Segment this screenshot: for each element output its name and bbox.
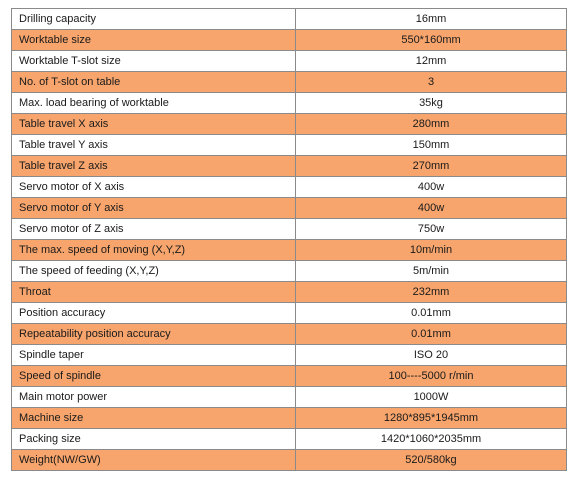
spec-value-cell: 1420*1060*2035mm <box>296 429 567 450</box>
table-row <box>12 135 567 156</box>
spec-parameter-cell: Table travel Y axis <box>12 135 296 156</box>
table-row <box>12 429 567 450</box>
spec-value-cell: 100----5000 r/min <box>296 366 567 387</box>
table-row <box>12 30 567 51</box>
table-row <box>12 303 567 324</box>
spec-value-cell: 3 <box>296 72 567 93</box>
table-row <box>12 51 567 72</box>
table-row <box>12 240 567 261</box>
spec-parameter-cell: Position accuracy <box>12 303 296 324</box>
table-row <box>12 450 567 471</box>
table-row <box>12 408 567 429</box>
spec-parameter-cell: Max. load bearing of worktable <box>12 93 296 114</box>
spec-parameter-cell: Servo motor of Z axis <box>12 219 296 240</box>
table-row <box>12 345 567 366</box>
spec-value-cell: ISO 20 <box>296 345 567 366</box>
spec-value-cell: 280mm <box>296 114 567 135</box>
spec-parameter-cell: Servo motor of Y axis <box>12 198 296 219</box>
spec-value-cell: 16mm <box>296 9 567 30</box>
spec-parameter-cell: Machine size <box>12 408 296 429</box>
table-row <box>12 93 567 114</box>
spec-value-cell: 35kg <box>296 93 567 114</box>
spec-value-cell: 0.01mm <box>296 324 567 345</box>
spec-parameter-cell: Drilling capacity <box>12 9 296 30</box>
table-row <box>12 72 567 93</box>
table-row <box>12 156 567 177</box>
spec-value-cell: 750w <box>296 219 567 240</box>
spec-parameter-cell: No. of T-slot on table <box>12 72 296 93</box>
spec-value-cell: 400w <box>296 198 567 219</box>
spec-value-cell: 400w <box>296 177 567 198</box>
table-row <box>12 9 567 30</box>
spec-parameter-cell: Throat <box>12 282 296 303</box>
table-row <box>12 114 567 135</box>
table-row <box>12 177 567 198</box>
spec-table-body <box>12 9 567 471</box>
spec-value-cell: 1000W <box>296 387 567 408</box>
table-row <box>12 366 567 387</box>
spec-value-cell: 232mm <box>296 282 567 303</box>
spec-value-cell: 0.01mm <box>296 303 567 324</box>
spec-parameter-cell: Main motor power <box>12 387 296 408</box>
spec-parameter-cell: Packing size <box>12 429 296 450</box>
table-row <box>12 324 567 345</box>
table-row <box>12 219 567 240</box>
spec-parameter-cell: The max. speed of moving (X,Y,Z) <box>12 240 296 261</box>
spec-parameter-cell: Repeatability position accuracy <box>12 324 296 345</box>
spec-value-cell: 1280*895*1945mm <box>296 408 567 429</box>
spec-parameter-cell: Spindle taper <box>12 345 296 366</box>
spec-value-cell: 520/580kg <box>296 450 567 471</box>
spec-value-cell: 5m/min <box>296 261 567 282</box>
spec-value-cell: 12mm <box>296 51 567 72</box>
spec-value-cell: 150mm <box>296 135 567 156</box>
spec-value-cell: 270mm <box>296 156 567 177</box>
spec-parameter-cell: Worktable T-slot size <box>12 51 296 72</box>
spec-value-cell: 10m/min <box>296 240 567 261</box>
spec-parameter-cell: Table travel X axis <box>12 114 296 135</box>
table-row <box>12 198 567 219</box>
spec-parameter-cell: Worktable size <box>12 30 296 51</box>
spec-value-cell: 550*160mm <box>296 30 567 51</box>
spec-parameter-cell: Servo motor of X axis <box>12 177 296 198</box>
table-row <box>12 261 567 282</box>
spec-parameter-cell: Speed of spindle <box>12 366 296 387</box>
table-row <box>12 387 567 408</box>
table-row <box>12 282 567 303</box>
spec-table <box>11 8 567 471</box>
spec-parameter-cell: Table travel Z axis <box>12 156 296 177</box>
spec-parameter-cell: Weight(NW/GW) <box>12 450 296 471</box>
spec-parameter-cell: The speed of feeding (X,Y,Z) <box>12 261 296 282</box>
